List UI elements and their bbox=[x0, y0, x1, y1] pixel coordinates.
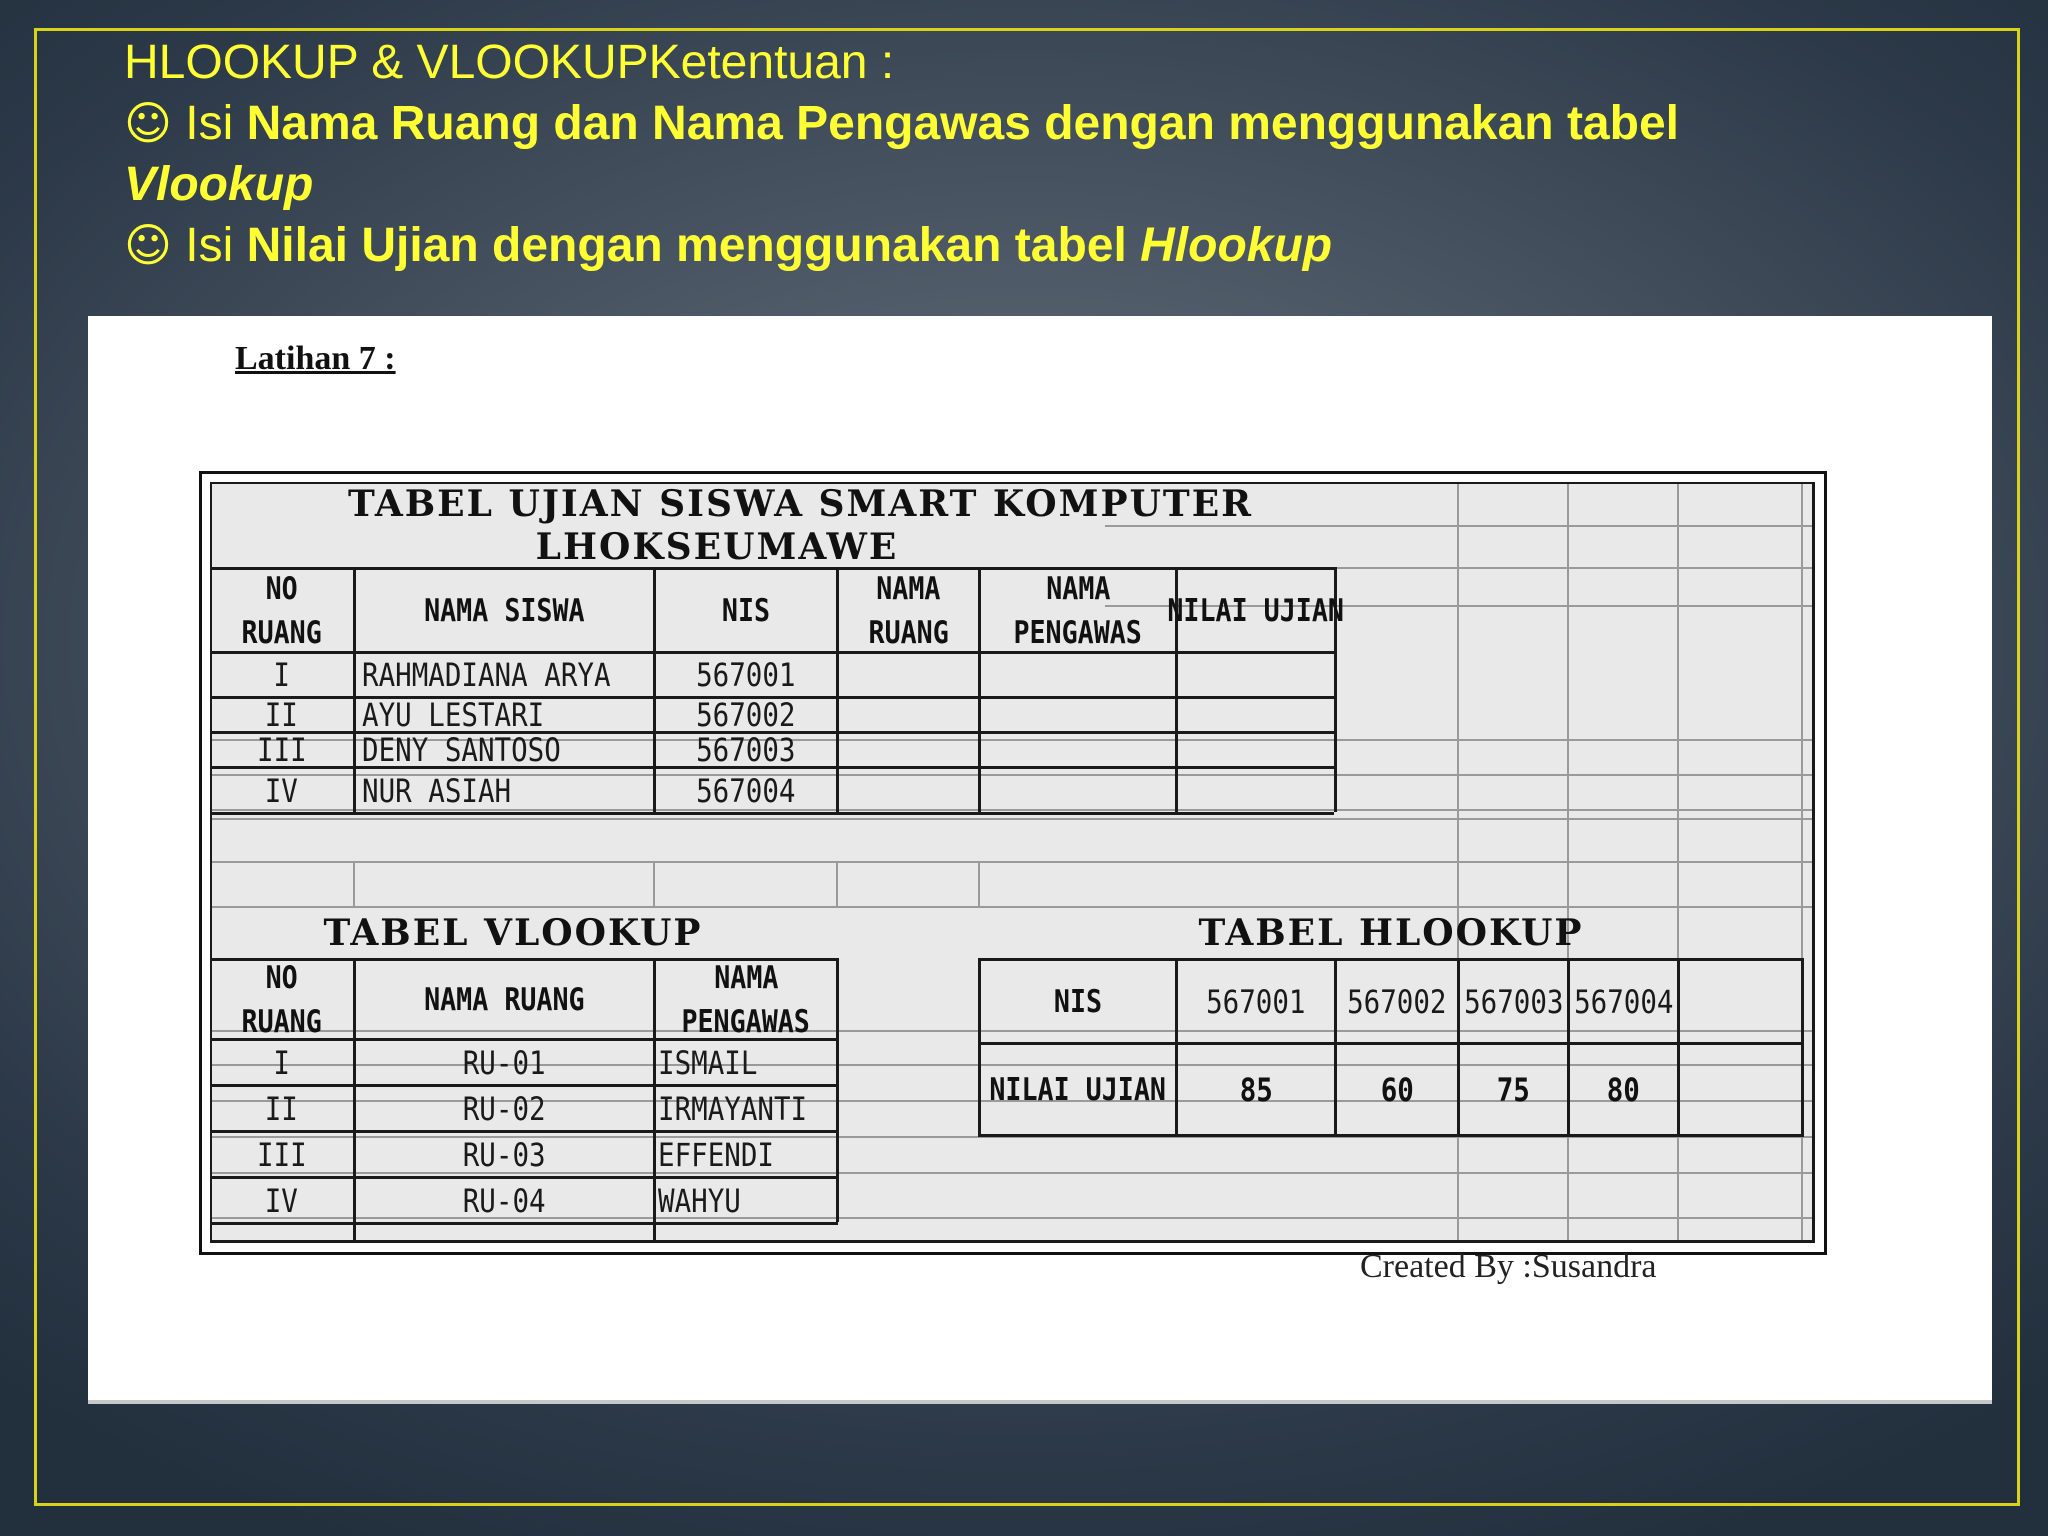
table-line bbox=[210, 1222, 838, 1225]
cell-text: ISMAIL bbox=[658, 1043, 758, 1082]
header-text: NO bbox=[265, 570, 298, 607]
cell-text: RU-03 bbox=[463, 1135, 546, 1174]
grid-line bbox=[653, 861, 655, 906]
header-nis bbox=[656, 570, 836, 651]
header-text: NIS bbox=[721, 592, 771, 629]
vlookup-row-1-pengawas bbox=[656, 1041, 836, 1084]
cell-text: 567002 bbox=[696, 696, 796, 734]
heading-line-4 bbox=[124, 215, 2004, 276]
vlookup-header-nama-pengawas bbox=[656, 961, 836, 1038]
vlookup-row-3-pengawas bbox=[656, 1133, 836, 1176]
table-row-3-nama bbox=[356, 731, 653, 769]
header-nilai-ujian bbox=[1167, 570, 1345, 651]
cell-text: 567003 bbox=[696, 731, 796, 769]
header-text: NAMA SISWA bbox=[424, 592, 585, 629]
table-line bbox=[210, 1240, 1815, 1243]
vlookup-row-1-no bbox=[210, 1041, 353, 1084]
table-row-2-nis bbox=[656, 696, 836, 734]
hlookup-nis-3 bbox=[1460, 961, 1567, 1042]
hlookup-nis-2 bbox=[1337, 961, 1457, 1042]
smiley-face-icon: ☺ bbox=[124, 96, 172, 150]
cell-text: 567002 bbox=[1347, 982, 1447, 1021]
cell-text: 85 bbox=[1239, 1070, 1273, 1109]
vlookup-row-4-no bbox=[210, 1179, 353, 1222]
header-text: NAMA bbox=[876, 570, 941, 607]
exercise-title: Latihan 7 : bbox=[235, 340, 396, 377]
table-row-4-nis bbox=[656, 769, 836, 812]
hlookup-nis-4 bbox=[1570, 961, 1677, 1042]
cell-text: NUR ASIAH bbox=[362, 771, 512, 810]
line3-italic-vlookup: Vlookup bbox=[124, 158, 314, 211]
header-text: NILAI UJIAN bbox=[1167, 592, 1345, 629]
header-text: RUANG bbox=[241, 1003, 322, 1040]
cell-text: 567003 bbox=[1463, 982, 1564, 1021]
header-nama-ruang bbox=[839, 570, 978, 651]
cell-text: I bbox=[273, 1043, 290, 1082]
main-table-title: TABEL UJIAN SISWA SMART KOMPUTER bbox=[348, 482, 1254, 525]
vlookup-title: TABEL VLOOKUP bbox=[323, 912, 703, 954]
main-table-subtitle: LHOKSEUMAWE bbox=[535, 525, 899, 568]
slide-heading bbox=[124, 32, 2004, 276]
credit-text: Created By :Susandra bbox=[1360, 1248, 1657, 1285]
vlookup-row-2-no bbox=[210, 1087, 353, 1130]
line4-italic-hlookup: Hlookup bbox=[1140, 219, 1333, 272]
cell-text: 80 bbox=[1606, 1070, 1641, 1109]
header-text: NAMA bbox=[713, 959, 779, 996]
header-nama-siswa bbox=[356, 570, 653, 651]
cell-text: EFFENDI bbox=[658, 1135, 774, 1174]
hlookup-nilai-3 bbox=[1460, 1045, 1567, 1134]
header-text: RUANG bbox=[868, 614, 949, 651]
header-nama-pengawas bbox=[981, 570, 1175, 651]
table-row-2-no bbox=[210, 696, 353, 734]
grid-line bbox=[978, 861, 980, 906]
heading-line-2 bbox=[124, 93, 2004, 154]
cell-text: IV bbox=[264, 771, 299, 810]
cell-text: III bbox=[256, 1135, 307, 1174]
cell-text: RAHMADIANA ARYA bbox=[362, 656, 611, 694]
spreadsheet-table bbox=[199, 471, 1827, 1255]
hlookup-nis-label bbox=[981, 961, 1175, 1042]
table-body bbox=[210, 482, 1815, 1243]
hlookup-title: TABEL HLOOKUP bbox=[1198, 912, 1584, 954]
line4-prefix: Isi bbox=[171, 219, 247, 272]
header-text: RUANG bbox=[241, 614, 322, 651]
table-line bbox=[1677, 958, 1680, 1137]
hlookup-nis-1 bbox=[1178, 961, 1334, 1042]
header-text: NAMA bbox=[1045, 570, 1111, 607]
table-line bbox=[1801, 958, 1804, 1137]
vlookup-row-4-pengawas bbox=[656, 1179, 836, 1222]
header-text: NAMA RUANG bbox=[424, 981, 585, 1018]
vlookup-header-no-ruang bbox=[210, 961, 353, 1038]
hlookup-nilai-1 bbox=[1178, 1045, 1334, 1134]
cell-text: 567001 bbox=[696, 656, 796, 694]
grid-line bbox=[353, 861, 355, 906]
header-no-ruang bbox=[210, 570, 353, 651]
heading-line-1: HLOOKUP & VLOOKUPKetentuan : bbox=[124, 36, 895, 89]
grid-line bbox=[210, 818, 1815, 820]
table-row-4-nama bbox=[356, 769, 653, 812]
table-row-3-nis bbox=[656, 731, 836, 769]
cell-text: RU-04 bbox=[463, 1181, 546, 1220]
table-row-3-no bbox=[210, 731, 353, 769]
header-text: PENGAWAS bbox=[1013, 614, 1143, 651]
table-row-1-nis bbox=[656, 654, 836, 696]
line4-bold: Nilai Ujian dengan menggunakan tabel bbox=[246, 219, 1141, 272]
cell-text: IV bbox=[264, 1181, 299, 1220]
hlookup-nilai-4 bbox=[1570, 1045, 1677, 1134]
table-row-1-nama bbox=[356, 654, 653, 696]
table-line bbox=[210, 812, 1334, 815]
header-text: PENGAWAS bbox=[681, 1003, 811, 1040]
cell-text: RU-02 bbox=[463, 1089, 546, 1128]
grid-line bbox=[836, 861, 838, 906]
header-text: NO bbox=[265, 959, 298, 996]
line2-prefix: Isi bbox=[171, 97, 247, 150]
header-text: NILAI UJIAN bbox=[989, 1071, 1167, 1108]
table-line bbox=[836, 958, 839, 1222]
cell-text: II bbox=[264, 696, 299, 734]
vlookup-row-4-ruang bbox=[356, 1179, 653, 1222]
cell-text: II bbox=[264, 1089, 299, 1128]
cell-text: RU-01 bbox=[463, 1043, 546, 1082]
smiley-face-icon: ☺ bbox=[124, 218, 172, 272]
cell-text: 60 bbox=[1380, 1070, 1414, 1109]
cell-text: AYU LESTARI bbox=[362, 696, 545, 734]
worksheet-bottom-edge bbox=[88, 1400, 1992, 1404]
cell-text: WAHYU bbox=[658, 1181, 741, 1220]
table-line bbox=[1812, 482, 1815, 1243]
hlookup-nilai-label bbox=[981, 1045, 1175, 1134]
line2-bold: Nama Ruang dan Nama Pengawas dengan menggunakan tabel bbox=[246, 97, 1679, 150]
cell-text: 567004 bbox=[1573, 982, 1674, 1021]
table-row-2-nama bbox=[356, 696, 653, 734]
cell-text: DENY SANTOSO bbox=[362, 731, 561, 769]
cell-text: 75 bbox=[1496, 1070, 1531, 1109]
vlookup-row-3-ruang bbox=[356, 1133, 653, 1176]
hlookup-nilai-2 bbox=[1337, 1045, 1457, 1134]
cell-text: IRMAYANTI bbox=[658, 1089, 808, 1128]
header-text: NIS bbox=[1053, 983, 1103, 1020]
cell-text: 567001 bbox=[1206, 982, 1306, 1021]
vlookup-header-nama-ruang bbox=[356, 961, 653, 1038]
table-row-1-no bbox=[210, 654, 353, 696]
cell-text: 567004 bbox=[696, 771, 796, 810]
vlookup-row-3-no bbox=[210, 1133, 353, 1176]
vlookup-row-2-pengawas bbox=[656, 1087, 836, 1130]
vlookup-row-1-ruang bbox=[356, 1041, 653, 1084]
heading-line-3 bbox=[124, 154, 2004, 215]
table-row-4-no bbox=[210, 769, 353, 812]
cell-text: III bbox=[256, 731, 307, 769]
vlookup-row-2-ruang bbox=[356, 1087, 653, 1130]
cell-text: I bbox=[273, 656, 290, 694]
grid-line bbox=[210, 861, 1815, 863]
